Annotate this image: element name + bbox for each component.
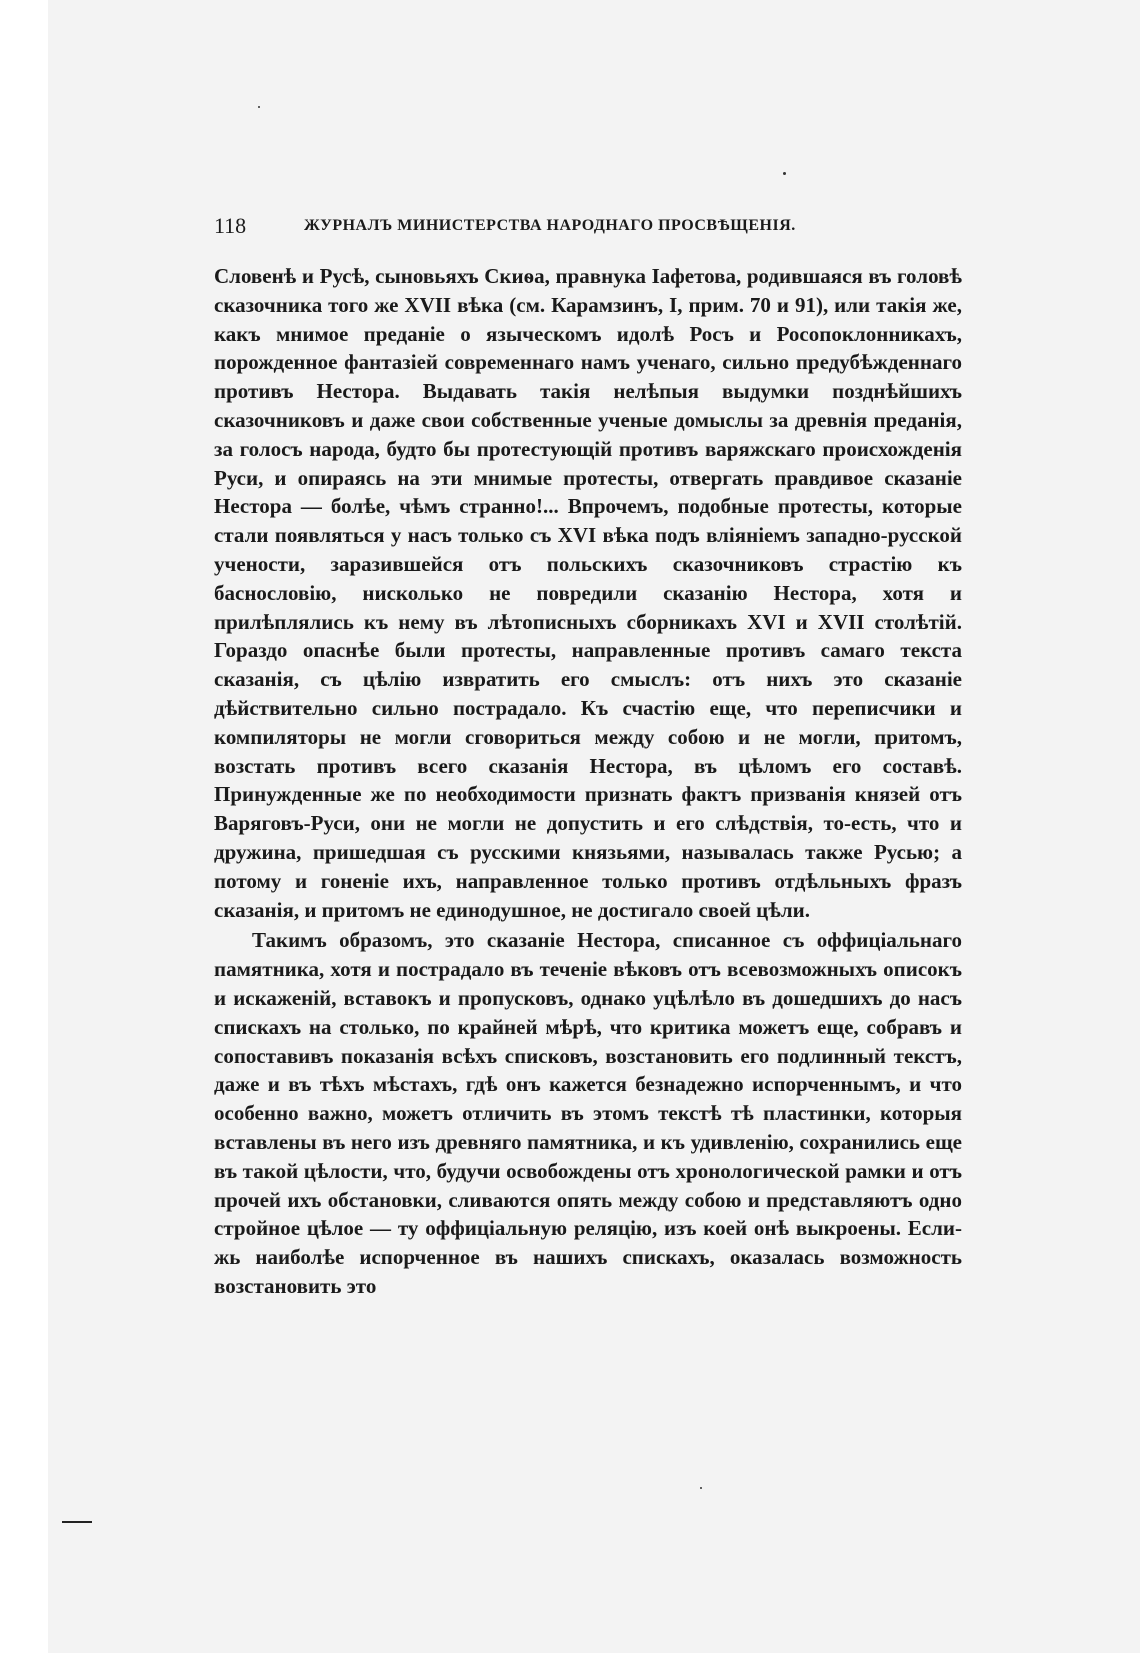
paragraph: Словенѣ и Русѣ, сыновьяхъ Скиѳа, правнука Іафетова, родившаяся въ головѣ сказочника того же XVII вѣка (см. Карамзинъ, I, прим. 70 и 91), или такія же, какъ мнимое преданіе о языческомъ идолѣ Росъ и Росопоклонникахъ, порожденное фантазіей современнаго намъ ученаго, сильно предубѣжденнаго противъ Нестора. Выдавать такія нелѣпыя выдумки позднѣйшихъ сказочниковъ и даже свои собственные ученые домыслы за древнія преданія, за голосъ народа, будто бы протестующій противъ варяжскаго происхожденія Руси, и опираясь на эти мнимые протесты, отвергать правдивое сказаніе Нестора — болѣе, чѣмъ странно!... Впрочемъ, подобные протесты, которые стали появляться у насъ только съ XVI вѣка подъ вліяніемъ западно-русской учености, заразившейся отъ польскихъ сказочниковъ страстію къ баснословію, нисколько не повредили сказанію Нестора, хотя и прилѣплялись къ нему въ лѣтописныхъ сборникахъ XVI и XVII столѣтій. Гораздо опаснѣе были протесты, направленные противъ самаго текста сказанія, съ цѣлію извратить его смыслъ: отъ нихъ это сказаніе дѣйствительно сильно пострадало. Къ счастію еще, что переписчики и компиляторы не могли сговориться между собою и не могли, притомъ, возстать противъ всего сказанія Нестора, въ цѣломъ его составѣ. Принужденные же по необходимости признать фактъ призванія князей отъ Варяговъ-Руси, они не могли не допустить и его слѣдствія, то-есть, что и дружина, пришедшая съ русскими князьями, называлась также Русью; а потому и гоненіе ихъ, направленное только противъ отдѣльныхъ фразъ сказанія, и притомъ не единодушное, не достигало своей цѣли. bbox=[214, 264, 962, 922]
page-number: 118 bbox=[214, 213, 247, 238]
scan-speck bbox=[783, 172, 786, 175]
page-header bbox=[214, 212, 964, 240]
scan-speck bbox=[700, 1487, 702, 1489]
paragraph: Такимъ образомъ, это сказаніе Нестора, списанное съ оффиціальнаго памятника, хотя и пострадало въ теченіе вѣковъ отъ всевозможныхъ описокъ и искаженій, вставокъ и пропусковъ, однако уцѣлѣло въ дошедшихъ до насъ спискахъ на столько, по крайней мѣрѣ, что критика можетъ еще, собравъ и сопоставивъ показанія всѣхъ списковъ, возстановить его подлинный текстъ, даже и въ тѣхъ мѣстахъ, гдѣ онъ кажется безнадежно испорченнымъ, и что особенно важно, можетъ отличить въ этомъ текстѣ тѣ пластинки, которыя вставлены въ него изъ древняго памятника, и къ удивленію, сохранились еще въ такой цѣлости, что, будучи освобождены отъ хронологической рамки и отъ прочей ихъ обстановки, сливаются опять между собою и представляютъ одно стройное цѣлое — ту оффиціальную реляцію, изъ коей онѣ выкроены. Если-жь наиболѣе испорченное въ нашихъ спискахъ, оказалась возможность возстановить это bbox=[214, 928, 962, 1298]
margin-rule bbox=[62, 1521, 92, 1523]
running-title: ЖУРНАЛЪ МИНИСТЕРСТВА НАРОДНАГО ПРОСВѢЩЕНІЯ. bbox=[304, 217, 796, 234]
scan-speck bbox=[258, 106, 260, 108]
body-text bbox=[214, 262, 962, 1301]
